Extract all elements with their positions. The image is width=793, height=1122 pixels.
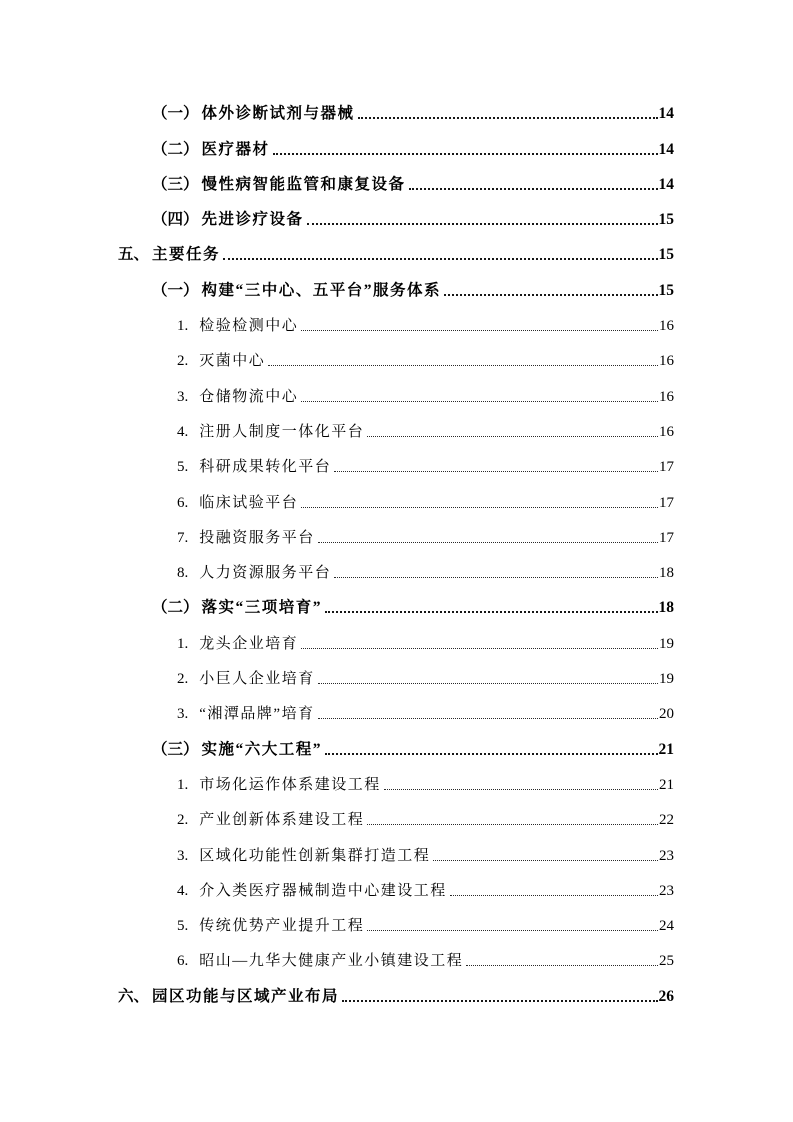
toc-entry-label: 园区功能与区域产业布局 xyxy=(152,987,340,1005)
toc-entry-page: 16 xyxy=(659,423,674,440)
toc-entry[interactable] xyxy=(177,441,674,476)
toc-entry-number: 6. xyxy=(177,953,189,970)
toc-entry[interactable] xyxy=(152,264,674,299)
toc-entry-label: 市场化运作体系建设工程 xyxy=(199,776,381,793)
table-of-contents xyxy=(118,88,674,1006)
toc-entry-label: 主要任务 xyxy=(152,246,221,264)
toc-entry-page: 18 xyxy=(658,599,674,617)
toc-entry-number: 2. xyxy=(177,812,189,829)
toc-entry-label: 龙头企业培育 xyxy=(199,635,299,652)
toc-entry-number: 2. xyxy=(177,671,189,688)
toc-leader-dots xyxy=(325,611,657,613)
toc-entry-page: 16 xyxy=(659,318,674,335)
toc-entry-page: 17 xyxy=(659,494,674,511)
toc-entry[interactable] xyxy=(177,935,674,970)
toc-leader-dots xyxy=(433,860,658,861)
toc-entry-label: 构建“三中心、五平台”服务体系 xyxy=(201,281,442,299)
toc-leader-dots xyxy=(273,153,658,155)
toc-leader-dots xyxy=(301,648,658,649)
toc-leader-dots xyxy=(318,542,658,543)
toc-entry[interactable] xyxy=(177,617,674,652)
toc-entry[interactable] xyxy=(177,406,674,441)
toc-entry-number: （一） xyxy=(152,105,199,123)
toc-entry-number: 1. xyxy=(177,635,189,652)
toc-leader-dots xyxy=(450,895,658,896)
toc-entry-label: 体外诊断试剂与器械 xyxy=(201,105,355,123)
toc-entry-page: 16 xyxy=(659,388,674,405)
toc-entry-page: 15 xyxy=(658,246,674,264)
toc-leader-dots xyxy=(268,365,658,366)
toc-entry-number: （三） xyxy=(152,740,199,758)
toc-leader-dots xyxy=(307,223,658,225)
toc-entry-number: 6. xyxy=(177,494,189,511)
toc-entry-number: 五、 xyxy=(118,246,150,264)
toc-leader-dots xyxy=(301,330,658,331)
toc-entry-number: （二） xyxy=(152,140,199,158)
toc-entry-label: 临床试验平台 xyxy=(199,494,299,511)
toc-entry-page: 24 xyxy=(659,918,674,935)
toc-leader-dots xyxy=(342,1000,657,1002)
toc-entry-page: 21 xyxy=(658,740,674,758)
toc-entry[interactable] xyxy=(152,582,674,617)
toc-entry-page: 18 xyxy=(659,565,674,582)
toc-entry[interactable] xyxy=(152,159,674,194)
toc-entry-label: 投融资服务平台 xyxy=(199,529,315,546)
toc-leader-dots xyxy=(367,436,658,437)
toc-leader-dots xyxy=(444,294,657,296)
toc-leader-dots xyxy=(301,507,658,508)
toc-entry[interactable] xyxy=(177,547,674,582)
toc-entry[interactable] xyxy=(152,194,674,229)
toc-leader-dots xyxy=(325,753,657,755)
toc-entry-number: 2. xyxy=(177,353,189,370)
toc-entry-page: 23 xyxy=(659,882,674,899)
toc-leader-dots xyxy=(384,789,658,790)
toc-entry-number: 4. xyxy=(177,423,189,440)
toc-entry-page: 20 xyxy=(659,706,674,723)
toc-entry-page: 19 xyxy=(659,671,674,688)
toc-entry-number: 1. xyxy=(177,776,189,793)
toc-entry-label: 科研成果转化平台 xyxy=(199,459,332,476)
toc-entry-label: “湘潭品牌”培育 xyxy=(199,706,315,723)
toc-entry-label: 先进诊疗设备 xyxy=(201,211,304,229)
toc-entry[interactable] xyxy=(152,723,674,758)
toc-entry[interactable] xyxy=(177,512,674,547)
toc-entry[interactable] xyxy=(177,300,674,335)
toc-entry-number: 5. xyxy=(177,918,189,935)
toc-entry-label: 昭山—九华大健康产业小镇建设工程 xyxy=(199,953,464,970)
toc-entry[interactable] xyxy=(177,476,674,511)
toc-entry-label: 区域化功能性创新集群打造工程 xyxy=(199,847,431,864)
toc-entry-page: 16 xyxy=(659,353,674,370)
toc-entry[interactable] xyxy=(177,688,674,723)
toc-leader-dots xyxy=(223,258,657,260)
toc-entry[interactable] xyxy=(177,829,674,864)
toc-entry-number: （四） xyxy=(152,211,199,229)
toc-leader-dots xyxy=(334,471,658,472)
toc-entry-number: 7. xyxy=(177,529,189,546)
toc-entry-number: （一） xyxy=(152,281,199,299)
toc-entry-number: 4. xyxy=(177,882,189,899)
toc-entry-label: 小巨人企业培育 xyxy=(199,671,315,688)
toc-entry-page: 26 xyxy=(658,987,674,1005)
toc-entry-number: （二） xyxy=(152,599,199,617)
toc-entry-page: 14 xyxy=(658,140,674,158)
toc-entry-number: 1. xyxy=(177,318,189,335)
toc-entry-number: 3. xyxy=(177,388,189,405)
toc-entry-number: 六、 xyxy=(118,987,150,1005)
toc-entry[interactable] xyxy=(152,88,674,123)
toc-leader-dots xyxy=(334,577,658,578)
toc-entry-label: 产业创新体系建设工程 xyxy=(199,812,365,829)
toc-entry-label: 注册人制度一体化平台 xyxy=(199,423,365,440)
toc-entry-page: 15 xyxy=(658,281,674,299)
toc-entry-number: 8. xyxy=(177,565,189,582)
toc-leader-dots xyxy=(318,683,658,684)
toc-entry-number: 3. xyxy=(177,706,189,723)
toc-entry[interactable] xyxy=(177,335,674,370)
toc-leader-dots xyxy=(409,188,658,190)
toc-entry[interactable] xyxy=(177,865,674,900)
toc-entry-page: 23 xyxy=(659,847,674,864)
toc-entry-label: 仓储物流中心 xyxy=(199,388,299,405)
toc-leader-dots xyxy=(358,117,658,119)
toc-entry-label: 传统优势产业提升工程 xyxy=(199,918,365,935)
toc-entry-page: 22 xyxy=(659,812,674,829)
toc-entry-label: 实施“六大工程” xyxy=(201,740,323,758)
toc-entry-page: 25 xyxy=(659,953,674,970)
toc-entry-page: 17 xyxy=(659,529,674,546)
toc-leader-dots xyxy=(301,401,658,402)
toc-entry-label: 医疗器材 xyxy=(201,140,270,158)
toc-entry[interactable] xyxy=(118,970,674,1005)
toc-entry[interactable] xyxy=(118,229,674,264)
toc-entry-page: 14 xyxy=(658,175,674,193)
toc-leader-dots xyxy=(367,824,658,825)
toc-entry[interactable] xyxy=(177,759,674,794)
toc-leader-dots xyxy=(318,718,658,719)
toc-entry-label: 检验检测中心 xyxy=(199,318,299,335)
toc-entry[interactable] xyxy=(152,123,674,158)
toc-entry-page: 14 xyxy=(658,105,674,123)
toc-entry-number: 5. xyxy=(177,459,189,476)
toc-entry[interactable] xyxy=(177,653,674,688)
toc-entry-label: 人力资源服务平台 xyxy=(199,565,332,582)
toc-entry[interactable] xyxy=(177,794,674,829)
toc-entry-page: 15 xyxy=(658,211,674,229)
toc-entry-label: 介入类医疗器械制造中心建设工程 xyxy=(199,882,447,899)
toc-entry-number: （三） xyxy=(152,175,199,193)
toc-entry[interactable] xyxy=(177,370,674,405)
toc-entry-label: 慢性病智能监管和康复设备 xyxy=(201,175,406,193)
toc-entry-label: 落实“三项培育” xyxy=(201,599,323,617)
toc-entry-number: 3. xyxy=(177,847,189,864)
toc-leader-dots xyxy=(367,930,658,931)
toc-entry-page: 21 xyxy=(659,776,674,793)
toc-leader-dots xyxy=(466,965,658,966)
toc-entry[interactable] xyxy=(177,900,674,935)
toc-entry-page: 17 xyxy=(659,459,674,476)
toc-entry-page: 19 xyxy=(659,635,674,652)
toc-entry-label: 灭菌中心 xyxy=(199,353,266,370)
